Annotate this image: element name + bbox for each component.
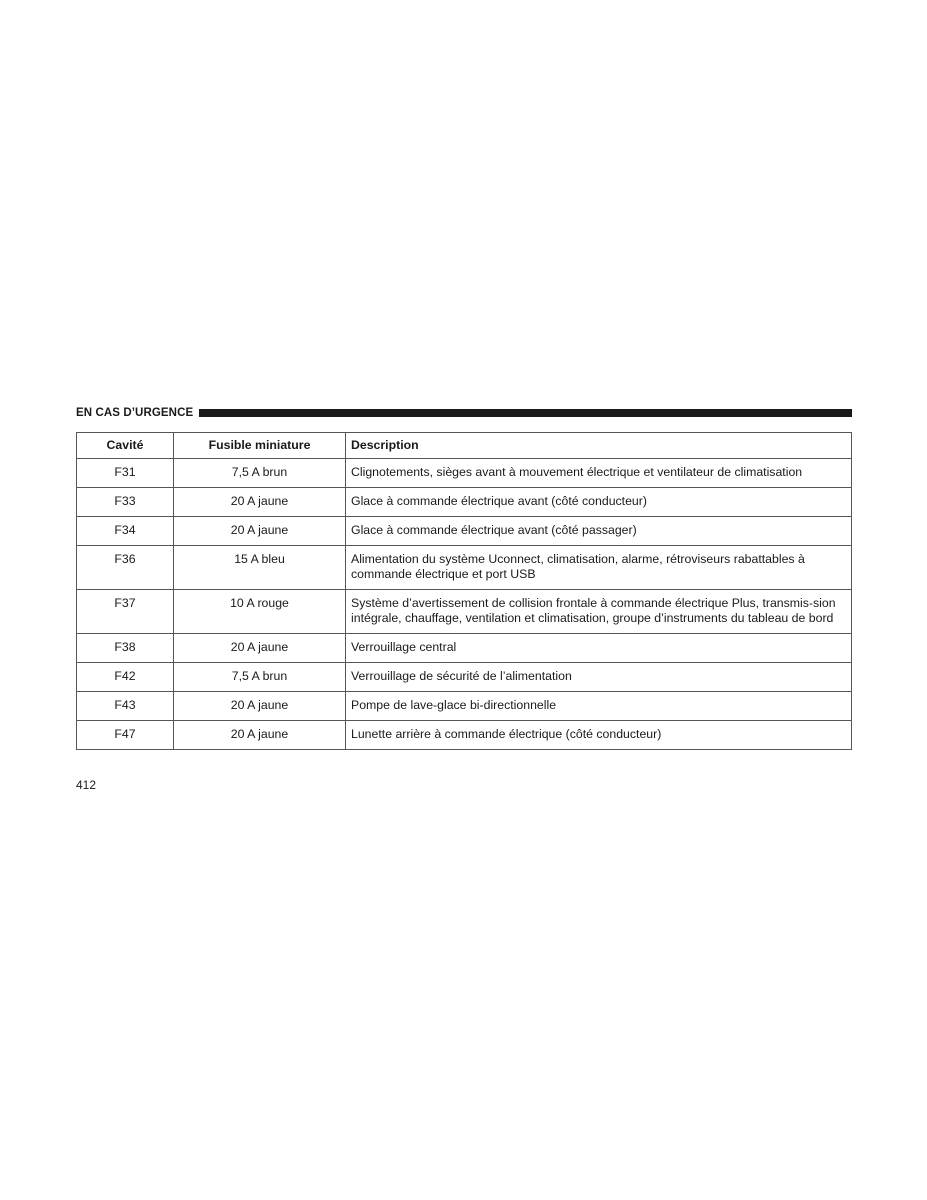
table-row [77, 692, 852, 721]
table-header-row [77, 433, 852, 459]
cell-cavity: F38 [77, 634, 174, 663]
cell-description: Alimentation du système Uconnect, climatisation, alarme, rétroviseurs rabattables à commande électrique et port USB [346, 546, 852, 590]
table-row [77, 546, 852, 590]
section-header [76, 405, 852, 421]
table-row [77, 517, 852, 546]
cell-cavity: F36 [77, 546, 174, 590]
cell-fuse: 20 A jaune [174, 634, 346, 663]
table-row [77, 663, 852, 692]
cell-fuse: 20 A jaune [174, 488, 346, 517]
cell-cavity: F37 [77, 590, 174, 634]
table-row [77, 721, 852, 750]
cell-description: Système d’avertissement de collision frontale à commande électrique Plus, transmis-sion intégrale, chauffage, ventilation et climatisation, groupe d’instruments du tableau de bord [346, 590, 852, 634]
cell-description: Lunette arrière à commande électrique (côté conducteur) [346, 721, 852, 750]
cell-cavity: F42 [77, 663, 174, 692]
cell-cavity: F31 [77, 459, 174, 488]
cell-fuse: 7,5 A brun [174, 663, 346, 692]
section-rule [199, 409, 852, 417]
cell-fuse: 20 A jaune [174, 721, 346, 750]
table-row [77, 488, 852, 517]
page-number: 412 [76, 778, 97, 792]
header-fuse: Fusible miniature [174, 433, 346, 459]
cell-description: Verrouillage de sécurité de l’alimentation [346, 663, 852, 692]
cell-cavity: F43 [77, 692, 174, 721]
table-row [77, 590, 852, 634]
cell-description: Glace à commande électrique avant (côté passager) [346, 517, 852, 546]
cell-fuse: 20 A jaune [174, 692, 346, 721]
header-cavity: Cavité [77, 433, 174, 459]
cell-description: Glace à commande électrique avant (côté conducteur) [346, 488, 852, 517]
cell-description: Clignotements, sièges avant à mouvement électrique et ventilateur de climatisation [346, 459, 852, 488]
cell-description: Pompe de lave-glace bi-directionnelle [346, 692, 852, 721]
table-row [77, 459, 852, 488]
cell-fuse: 10 A rouge [174, 590, 346, 634]
fuse-table [76, 432, 852, 750]
cell-description: Verrouillage central [346, 634, 852, 663]
cell-fuse: 7,5 A brun [174, 459, 346, 488]
cell-cavity: F34 [77, 517, 174, 546]
cell-fuse: 20 A jaune [174, 517, 346, 546]
table-row [77, 634, 852, 663]
cell-fuse: 15 A bleu [174, 546, 346, 590]
cell-cavity: F47 [77, 721, 174, 750]
header-description: Description [346, 433, 852, 459]
cell-cavity: F33 [77, 488, 174, 517]
section-title: EN CAS D’URGENCE [76, 407, 194, 419]
